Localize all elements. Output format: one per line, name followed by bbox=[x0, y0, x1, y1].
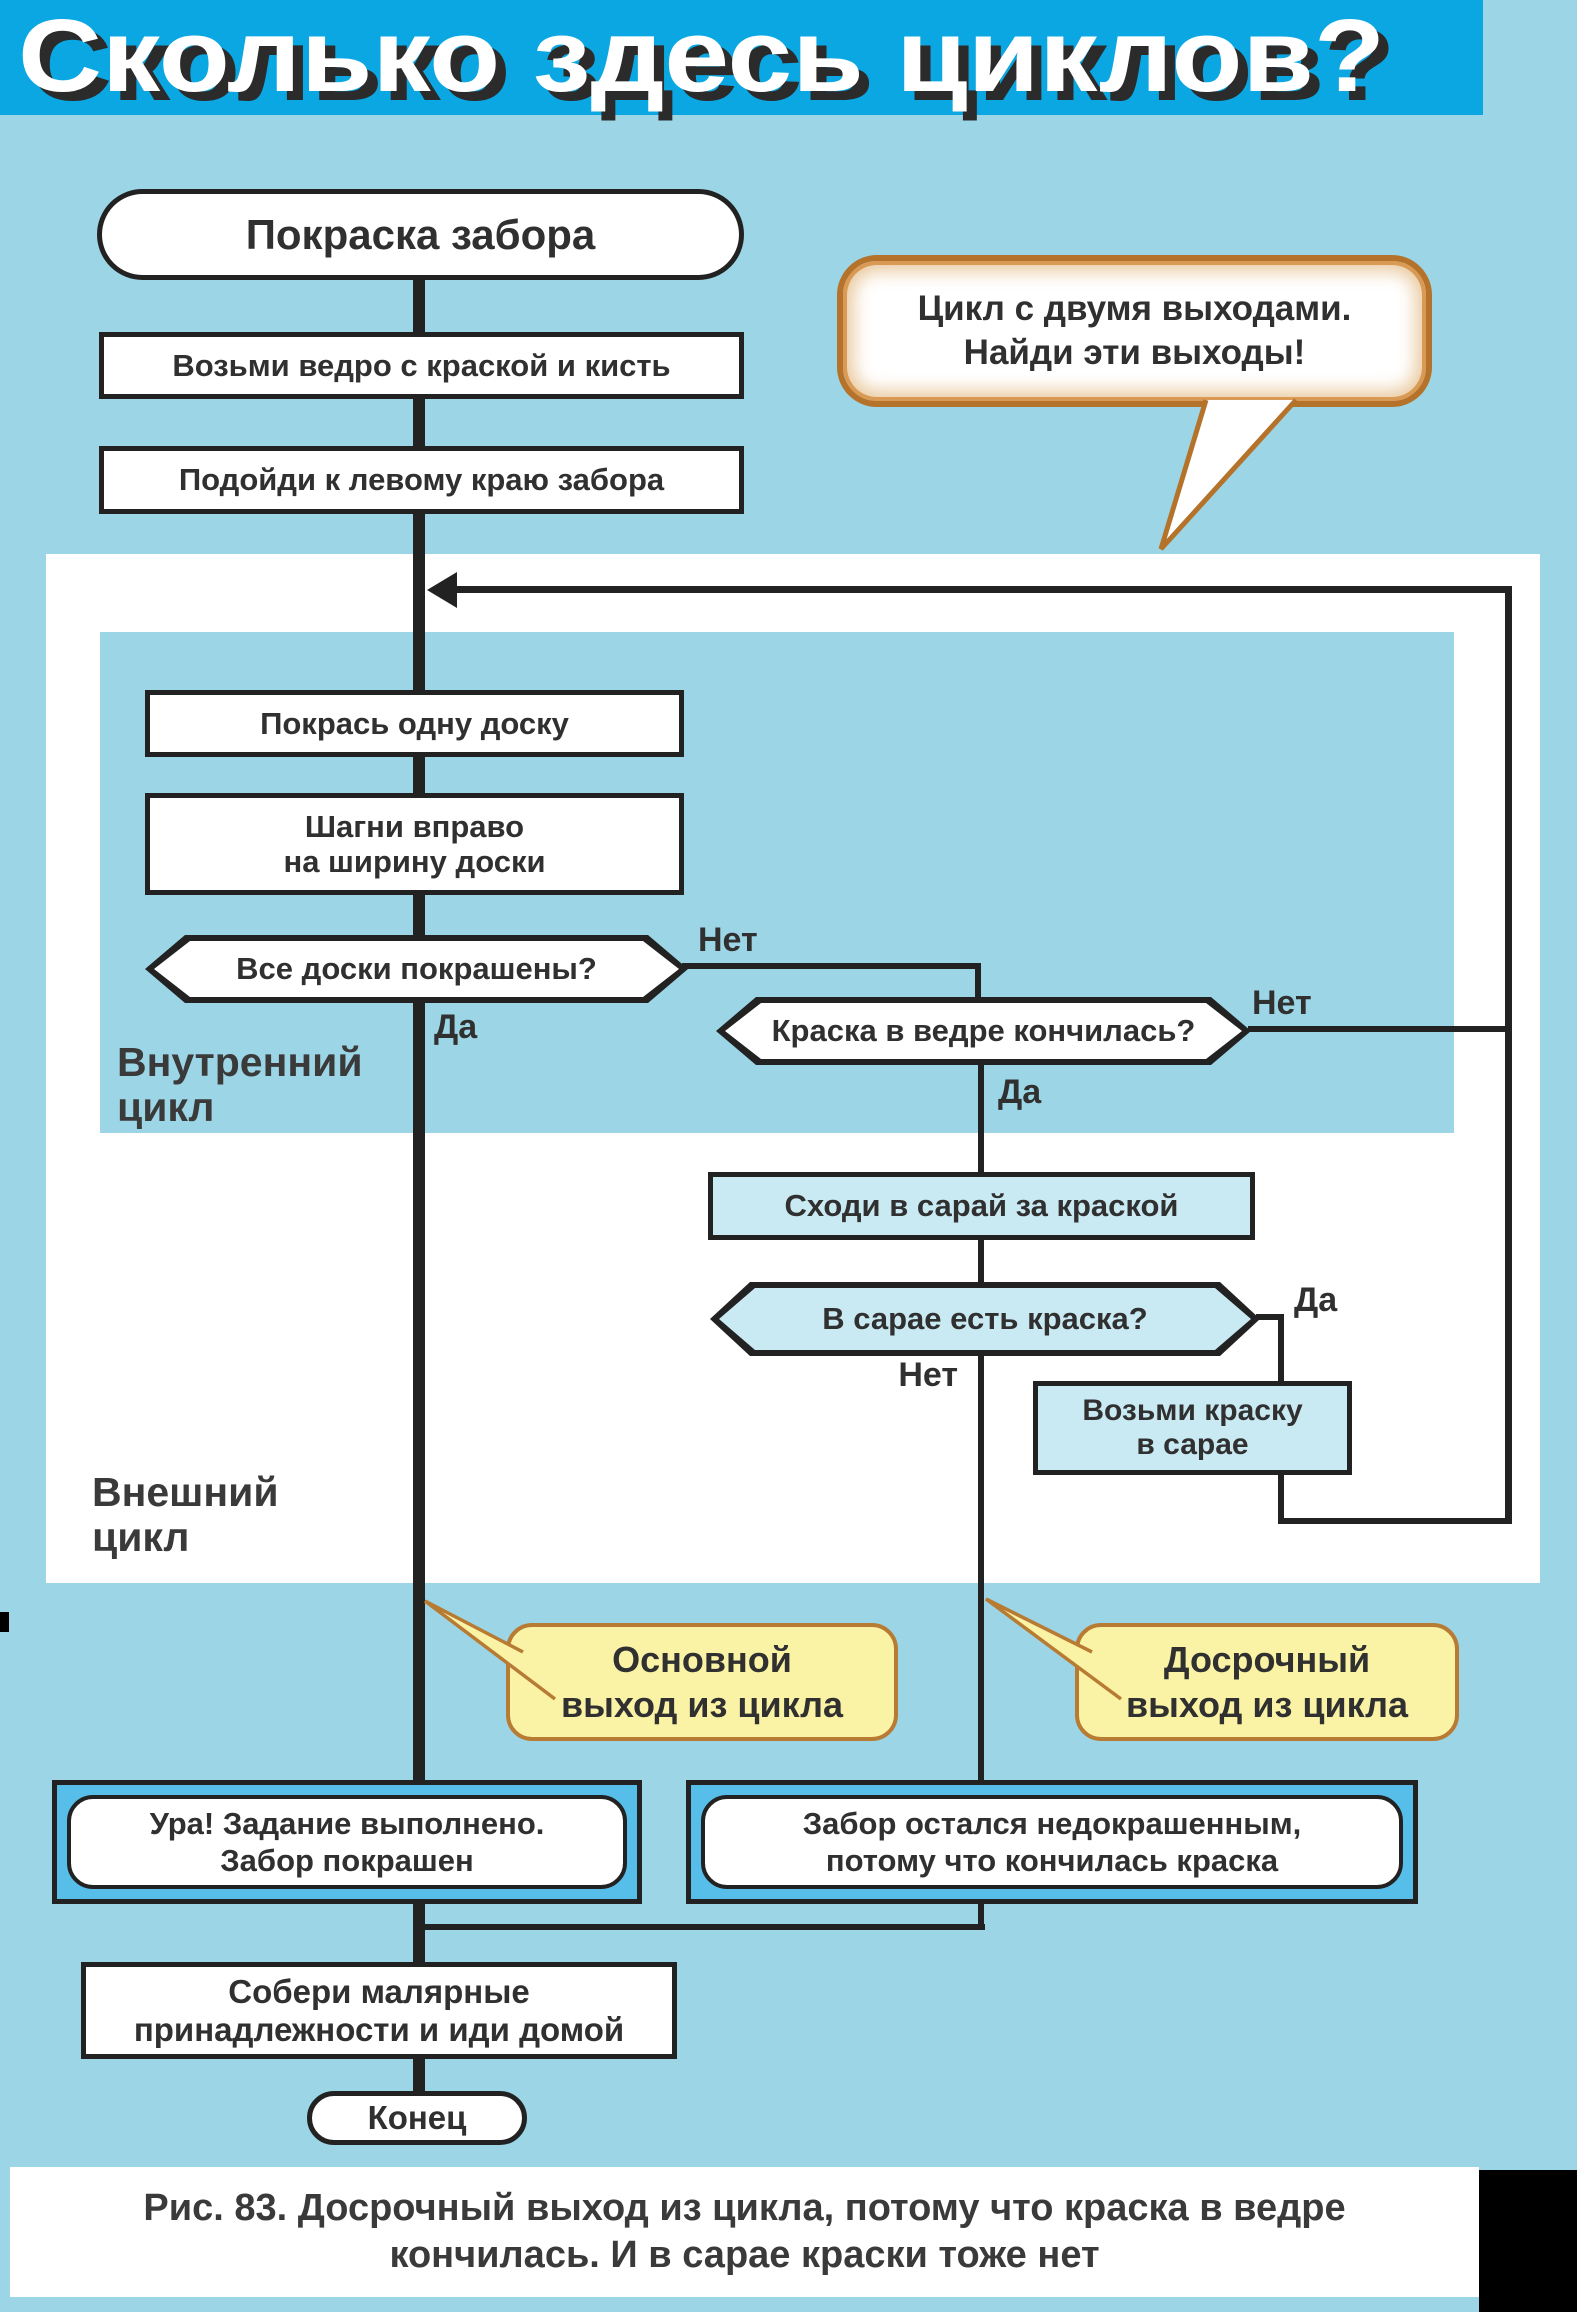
end-node bbox=[307, 2091, 527, 2145]
process-take-bucket bbox=[99, 332, 744, 399]
process-go-left-label: Подойди к левому краю забора bbox=[178, 462, 665, 498]
region-label-outer-line2: цикл bbox=[92, 1514, 190, 1560]
speech-bubble bbox=[837, 255, 1432, 407]
speech-bubble-tail bbox=[1161, 400, 1296, 549]
flow-line-loop-return-top bbox=[448, 586, 1511, 593]
decision-shed-paint-label: В сарае есть краска? bbox=[822, 1301, 1148, 1336]
result-box-undone-inner bbox=[701, 1795, 1403, 1889]
decision-all-painted-label: Все доски покрашены? bbox=[236, 951, 597, 986]
result-box-done bbox=[52, 1780, 642, 1904]
process-collect-line2: принадлежности и иди домой bbox=[133, 2010, 625, 2048]
flow-line-shed-no-down bbox=[978, 1352, 984, 1784]
flow-line-paintout-yes bbox=[978, 1060, 984, 1178]
callout-early-exit-line1: Досрочный bbox=[1163, 1639, 1371, 1680]
process-step-right-line2: на ширину доски bbox=[283, 844, 546, 879]
callout-early-exit bbox=[1075, 1623, 1459, 1741]
decision-paint-out bbox=[716, 997, 1251, 1065]
figure-caption bbox=[10, 2167, 1479, 2297]
process-step-right-line1: Шагни вправо bbox=[304, 808, 525, 844]
decision-paint-out-label: Краска в ведре кончилась? bbox=[771, 1013, 1196, 1048]
callout-early-exit-line2: выход из цикла bbox=[1125, 1684, 1408, 1725]
result-done-line1: Ура! Задание выполнено. bbox=[149, 1805, 545, 1841]
process-go-left bbox=[99, 446, 744, 514]
flow-line-takeshed-loop-h bbox=[1278, 1518, 1512, 1524]
flow-line-loop-return-right bbox=[1505, 586, 1512, 1524]
process-go-shed-label: Сходи в сарай за краской bbox=[784, 1188, 1179, 1224]
corner-black-block bbox=[1479, 2170, 1577, 2312]
process-step-right bbox=[145, 793, 684, 895]
process-take-shed-line2: в сарае bbox=[1136, 1428, 1249, 1461]
result-undone-line2: потому что кончилась краска bbox=[825, 1843, 1279, 1878]
label-no-shed-paint: Нет bbox=[898, 1356, 958, 1394]
label-no-all-painted: Нет bbox=[698, 921, 758, 959]
page-edge-mark bbox=[0, 1612, 9, 1632]
callout-main-exit-line2: выход из цикла bbox=[560, 1684, 843, 1725]
flow-line-shed-yes-v bbox=[1278, 1314, 1284, 1386]
region-label-inner-line1: Внутренний bbox=[117, 1039, 363, 1085]
process-take-bucket-label: Возьми ведро с краской и кисть bbox=[172, 347, 671, 383]
process-paint-one-label: Покрась одну доску bbox=[260, 705, 569, 741]
figure-caption-line2: кончилась. И в сарае краски тоже нет bbox=[389, 2234, 1100, 2276]
region-label-outer-loop bbox=[92, 1470, 279, 1560]
flow-line-paintout-no bbox=[1248, 1026, 1508, 1032]
result-done-line2: Забор покрашен bbox=[220, 1843, 474, 1878]
flow-line-merge bbox=[418, 1924, 985, 1930]
process-collect bbox=[81, 1962, 677, 2059]
result-box-done-inner bbox=[67, 1795, 627, 1889]
label-yes-all-painted: Да bbox=[434, 1008, 478, 1046]
result-undone-line1: Забор остался недокрашенным, bbox=[802, 1805, 1302, 1841]
result-box-undone bbox=[686, 1780, 1418, 1904]
start-label: Покраска забора bbox=[245, 210, 596, 258]
start-node bbox=[97, 189, 744, 280]
flow-line-into-shedcheck bbox=[978, 1238, 984, 1288]
process-take-shed-line1: Возьми краску bbox=[1082, 1394, 1303, 1428]
end-label: Конец bbox=[367, 2099, 467, 2137]
label-yes-shed-paint: Да bbox=[1294, 1281, 1338, 1319]
process-paint-one bbox=[145, 690, 684, 757]
speech-bubble-line2: Найди эти выходы! bbox=[963, 333, 1306, 372]
decision-all-painted bbox=[145, 935, 688, 1003]
label-no-paint-out: Нет bbox=[1252, 984, 1312, 1022]
label-yes-paint-out: Да bbox=[998, 1073, 1042, 1111]
process-take-shed bbox=[1033, 1381, 1352, 1475]
figure-caption-line1: Рис. 83. Досрочный выход из цикла, потому что краска в ведре bbox=[143, 2187, 1346, 2229]
loop-return-arrowhead-icon bbox=[427, 572, 457, 608]
process-collect-line1: Собери малярные bbox=[228, 1973, 530, 2011]
flow-line-takeshed-loop-v bbox=[1278, 1472, 1284, 1524]
page-title: Сколько здесь циклов? bbox=[18, 0, 1386, 113]
decision-shed-paint bbox=[710, 1282, 1260, 1356]
region-label-inner-line2: цикл bbox=[117, 1084, 215, 1130]
callout-main-exit bbox=[506, 1623, 898, 1741]
region-label-inner-loop bbox=[117, 1040, 363, 1130]
process-go-shed bbox=[708, 1172, 1255, 1240]
region-label-outer-line1: Внешний bbox=[92, 1469, 279, 1515]
speech-bubble-line1: Цикл с двумя выходами. bbox=[917, 289, 1352, 329]
flow-line-allpainted-no bbox=[682, 963, 980, 969]
callout-main-exit-line1: Основной bbox=[612, 1639, 792, 1680]
